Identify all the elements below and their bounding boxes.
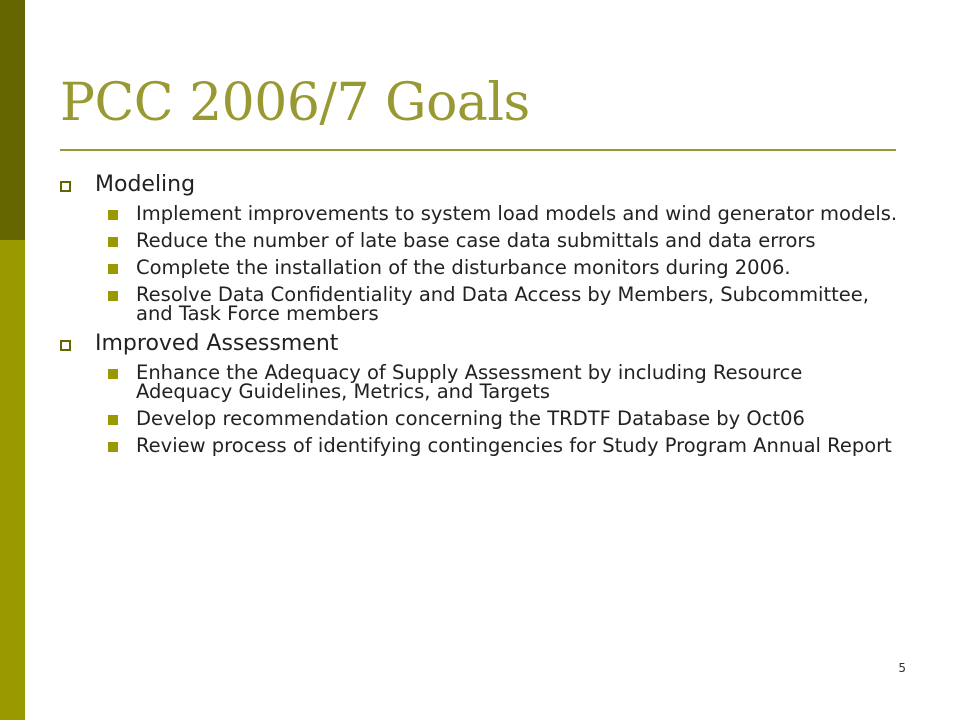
list-item-text: Develop recommendation concerning the TRDTF Database by Oct06 <box>136 407 805 430</box>
square-bullet-icon <box>108 210 118 220</box>
section-heading-improved-assessment <box>60 331 900 357</box>
sidebar-accent-bar <box>0 0 25 720</box>
list-item-text: Implement improvements to system load models and wind generator models. <box>136 202 898 225</box>
page-number: 5 <box>898 661 906 675</box>
square-bullet-icon <box>108 369 118 379</box>
hollow-square-bullet-icon <box>60 181 71 192</box>
square-bullet-icon <box>108 291 118 301</box>
hollow-square-bullet-icon <box>60 340 71 351</box>
list-item <box>60 258 900 277</box>
list-item <box>60 285 900 323</box>
section-heading-label: Modeling <box>95 172 196 197</box>
sidebar-segment-top <box>0 0 25 240</box>
list-item <box>60 409 900 428</box>
list-item-text: Review process of identifying contingencies for Study Program Annual Report <box>136 434 892 457</box>
sidebar-segment-middle <box>0 240 25 480</box>
section-heading-modeling <box>60 172 900 198</box>
sidebar-segment-bottom <box>0 480 25 720</box>
list-item <box>60 363 900 401</box>
section-heading-label: Improved Assessment <box>95 331 339 356</box>
square-bullet-icon <box>108 442 118 452</box>
section-list-modeling <box>60 204 900 323</box>
list-item <box>60 231 900 250</box>
section-list-improved-assessment <box>60 363 900 455</box>
list-item <box>60 204 900 223</box>
list-item-text: Resolve Data Confidentiality and Data Access by Members, Subcommittee, and Task Force members <box>136 283 869 325</box>
slide-content <box>60 168 900 463</box>
slide-title: PCC 2006/7 Goals <box>60 73 530 133</box>
list-item-text: Reduce the number of late base case data submittals and data errors <box>136 229 816 252</box>
list-item <box>60 436 900 455</box>
square-bullet-icon <box>108 237 118 247</box>
title-divider <box>60 149 896 151</box>
list-item-text: Complete the installation of the disturbance monitors during 2006. <box>136 256 791 279</box>
list-item-text: Enhance the Adequacy of Supply Assessment by including Resource Adequacy Guidelines, Metrics, and Targets <box>136 361 803 403</box>
square-bullet-icon <box>108 264 118 274</box>
square-bullet-icon <box>108 415 118 425</box>
